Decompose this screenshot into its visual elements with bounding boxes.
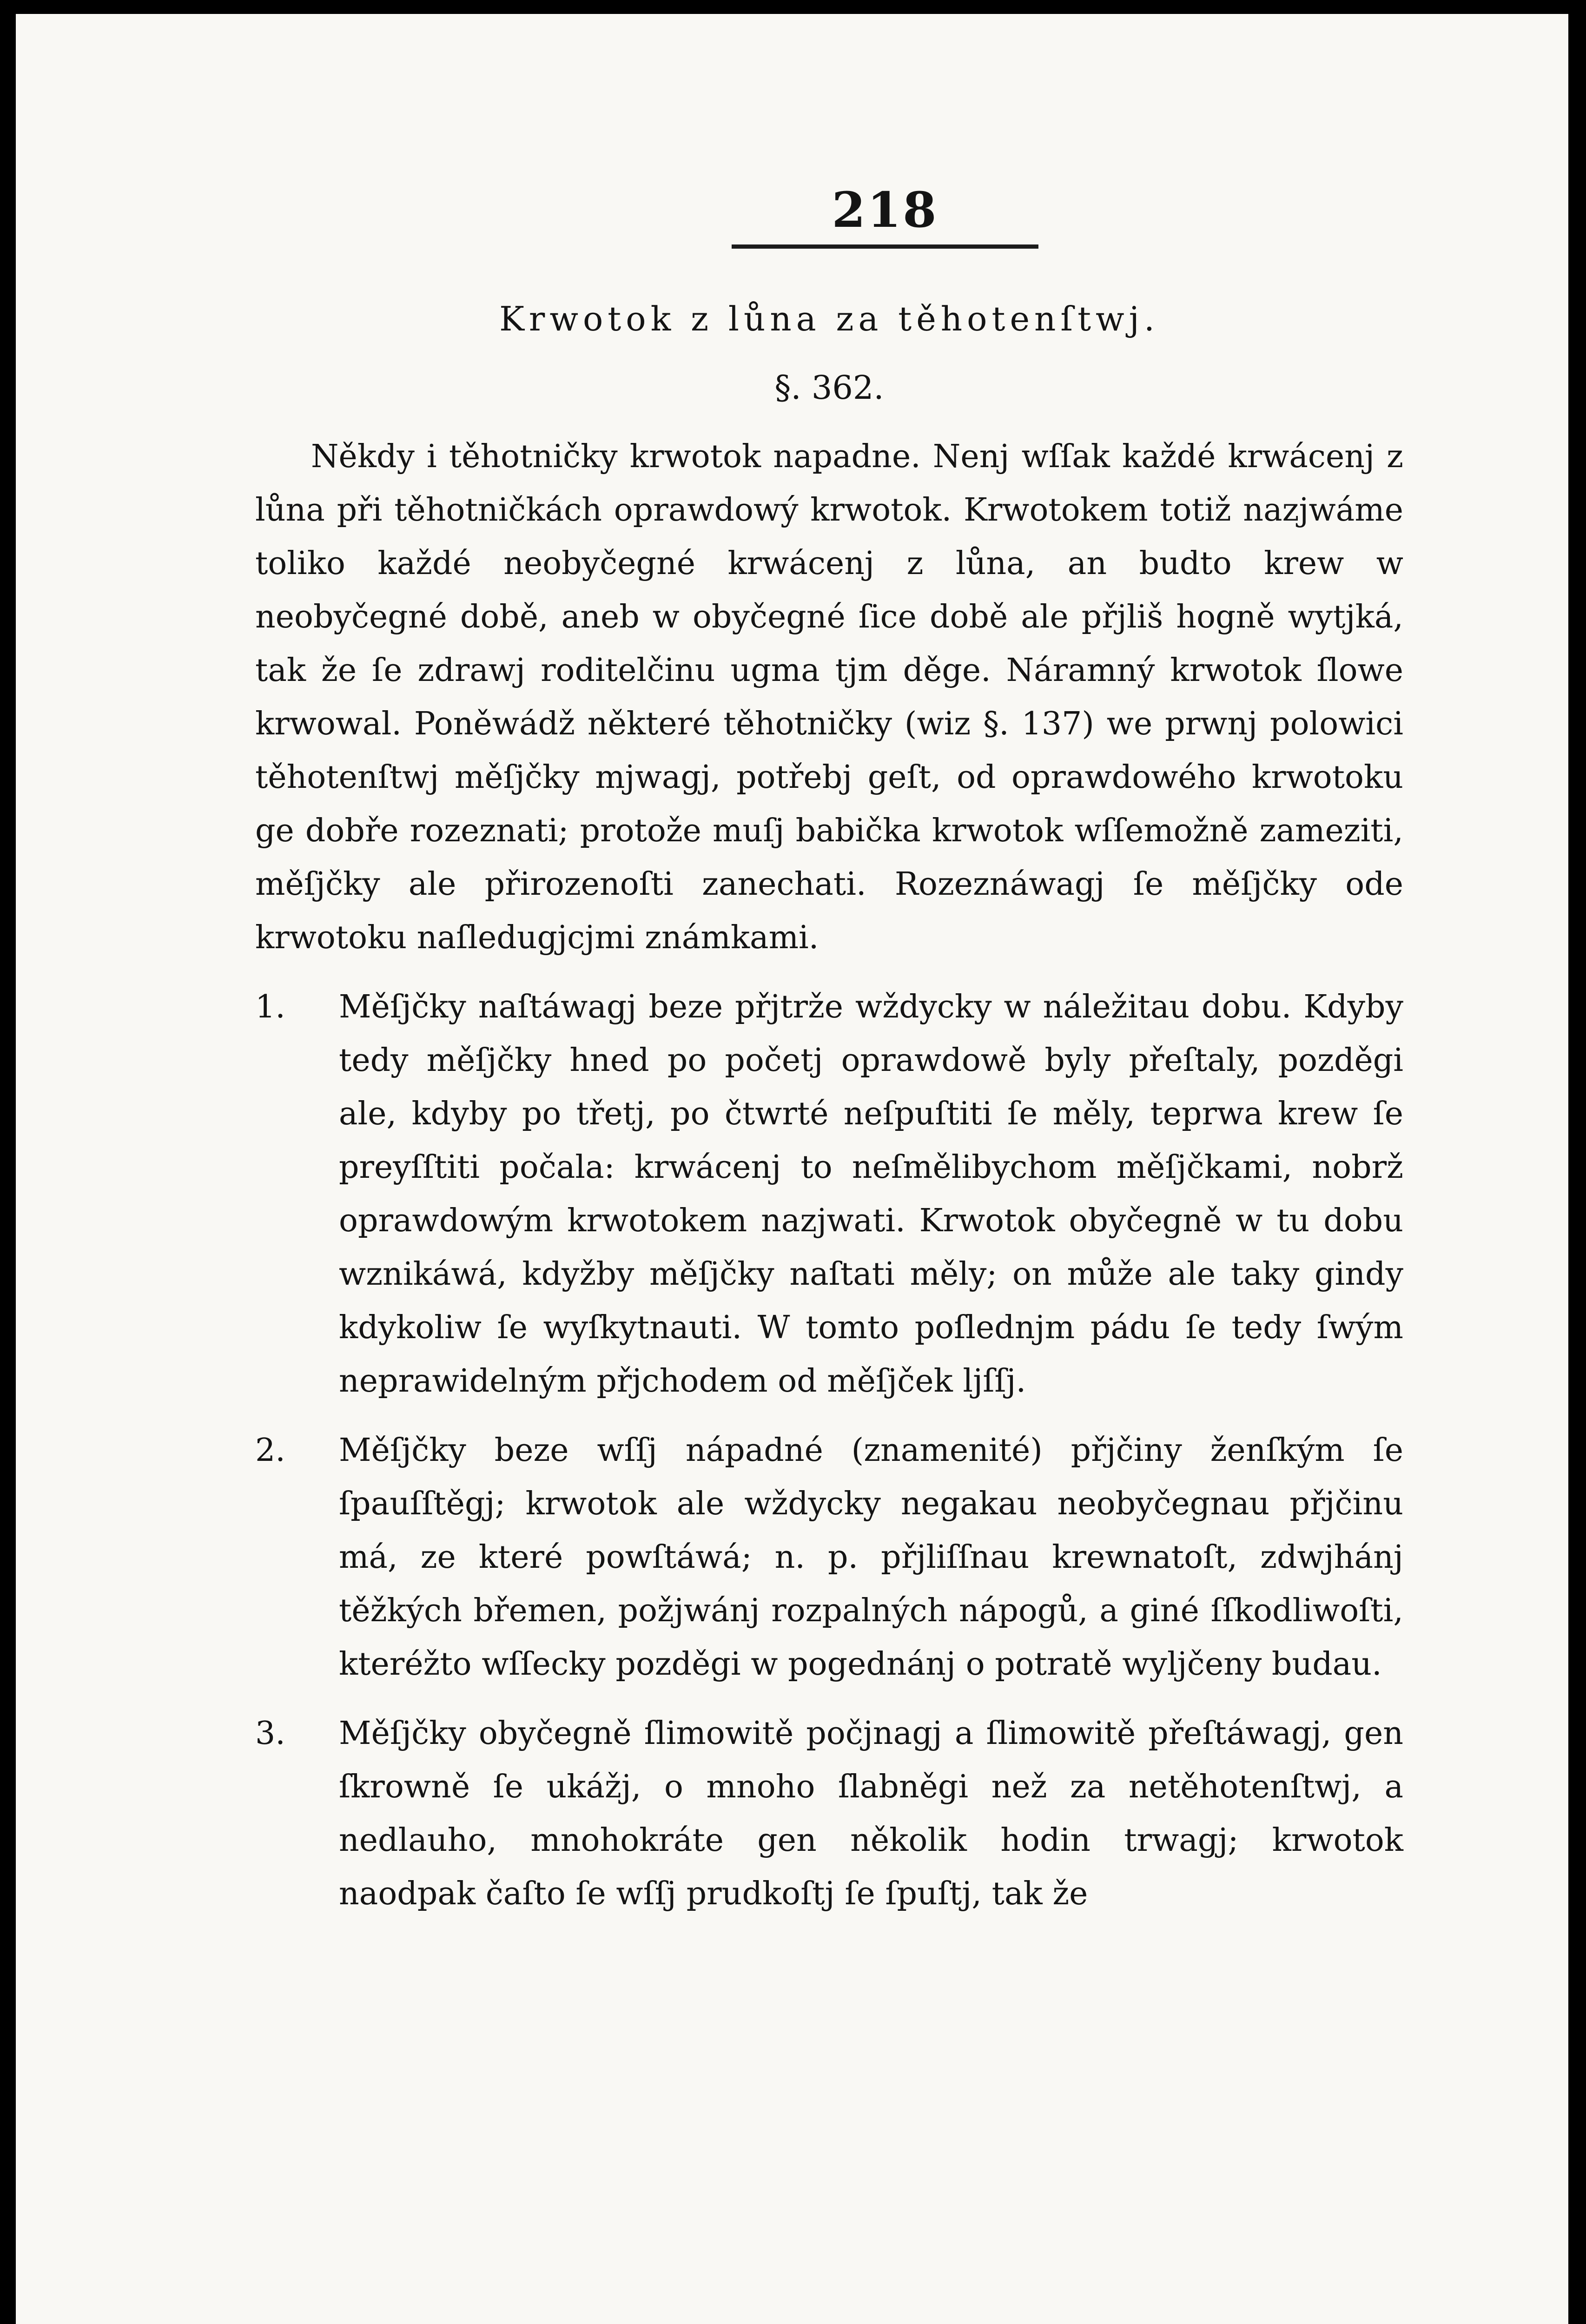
list-item-text: Měſjčky beze wſſj nápadné (znamenité) přjčiny ženſkým ſe ſpauſſtěgj; krwotok ale wždycky negakau neobyčegnau přjčinu má, ze které powſtáwá; n. p. přjliſſnau krewnatoſt, zdwjhánj těžkých břemen, požjwánj rozpalných nápogů, a giné ſſkodliwoſti, kteréžto wſſecky pozděgi w pogednánj o potratě wyljčeny budau. [339, 1432, 1403, 1683]
list-item-text: Měſjčky naſtáwagj beze přjtrže wždycky w náležitau dobu. Kdyby tedy měſjčky hned po početj oprawdowě byly přeſtaly, pozděgi ale, kdyby po třetj, po čtwrté neſpuſtiti ſe měly, teprwa krew ſe preyſſtiti počala: krwácenj to neſmělibychom měſjčkami, nobrž oprawdowým krwotokem nazjwati. Krwotok obyčegně w tu dobu wznikáwá, kdyžby měſjčky naſtati měly; on může ale taky gindy kdykoliw ſe wyſkytnauti. W tomto poſlednjm pádu ſe tedy ſwým neprawidelným přjchodem od měſjček ljſſj. [339, 989, 1403, 1400]
page-number: 218 [832, 181, 938, 238]
section-number: §. 362. [774, 369, 884, 407]
numbered-list [255, 980, 1403, 1921]
list-item-text: Měſjčky obyčegně ſlimowitě počjnagj a ſlimowitě přeſtáwagj, gen ſkrowně ſe ukážj, o mnoho ſlabněgi než za netěhotenſtwj, a nedlauho, mnohokráte gen několik hodin trwagj; krwotok naodpak čaſto ſe wſſj prudkoſtj ſe ſpuſtj, tak že [339, 1715, 1403, 1913]
book-page [16, 14, 1568, 2324]
list-item-number: 1. [255, 989, 285, 1026]
intro-paragraph: Někdy i těhotničky krwotok napadne. Nenj wſſak každé krwácenj z lůna při těhotničkách oprawdowý krwotok. Krwotokem totiž nazjwáme toliko každé neobyčegné krwácenj z lůna, an budto krew w neobyčegné době, aneb w obyčegné ſice době ale přjliš hogně wytjká, tak že ſe zdrawj roditelčinu ugma tjm děge. Náramný krwotok ſlowe krwowal. Poněwádž některé těhotničky (wiz §. 137) we prwnj polowici těhotenſtwj měſjčky mjwagj, potřebj geſt, od oprawdowého krwotoku ge dobře rozeznati; protože muſj babička krwotok wſſemožně zameziti, měſjčky ale přirozenoſti zanechati. Rozeznáwagj ſe měſjčky ode krwotoku naſledugjcjmi známkami. [255, 438, 1403, 957]
text-block [255, 181, 1403, 1921]
list-item-number: 3. [255, 1715, 285, 1752]
chapter-heading: Krwotok z lůna za těhotenſtwj. [499, 299, 1159, 338]
list-item-number: 2. [255, 1432, 285, 1469]
list-item [255, 980, 1403, 1408]
list-item [255, 1707, 1403, 1921]
list-item [255, 1424, 1403, 1691]
header-rule [732, 244, 1038, 249]
